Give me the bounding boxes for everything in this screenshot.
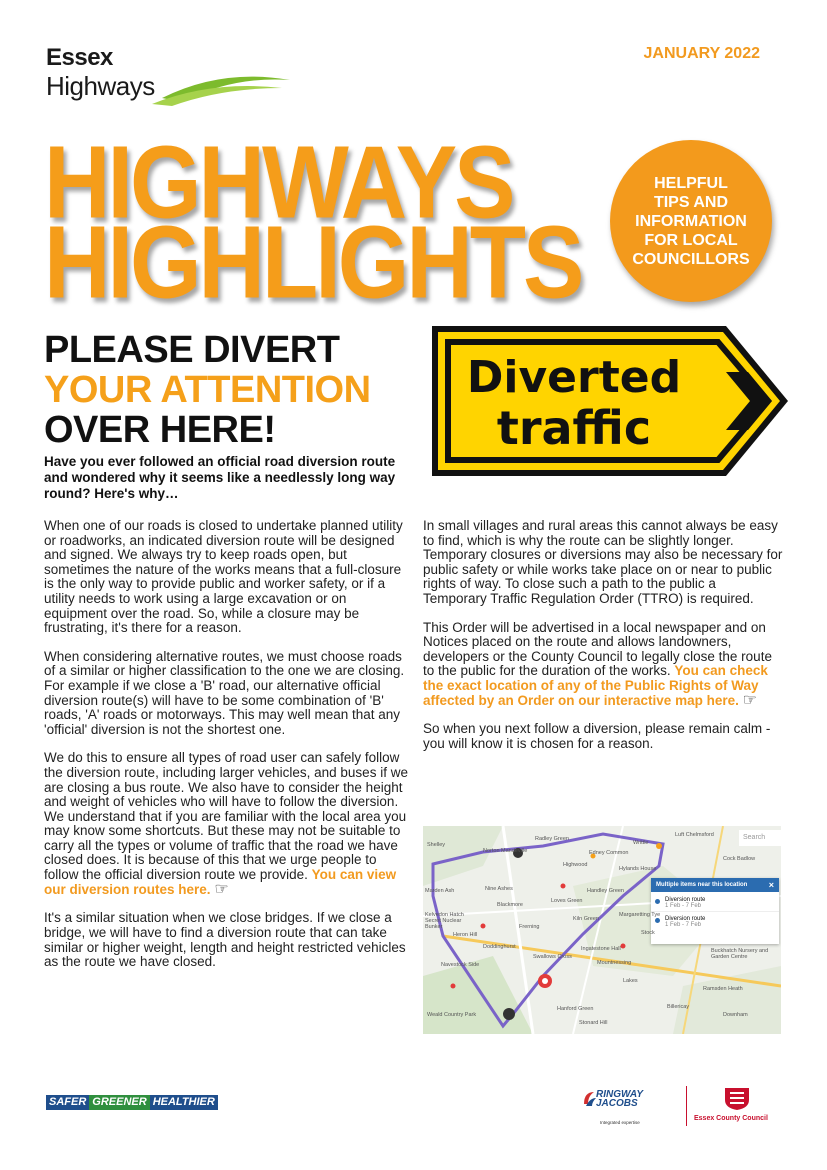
map-popup-item-title: Diversion route	[665, 916, 706, 922]
ringway-logo-text	[596, 1090, 643, 1108]
logo-swoosh-icon	[142, 58, 292, 108]
map-place-label: Nine Ashes	[485, 886, 513, 892]
map-search-box[interactable]: Search	[739, 830, 781, 846]
title-line2: HIGHLIGHTS	[44, 205, 582, 320]
col2-paragraph-2	[423, 621, 783, 709]
map-place-label: Frerning	[519, 924, 540, 930]
map-popup-item-dates: 1 Feb - 7 Feb	[665, 922, 702, 928]
partner-logos	[582, 1086, 782, 1130]
col2-paragraph-3: So when you next follow a diversion, please remain calm - you will know it is chosen for a reason.	[423, 721, 771, 751]
col1-paragraph-3	[44, 751, 409, 897]
map-popup-item-dates: 1 Feb - 7 Feb	[665, 903, 702, 909]
map-place-label: Writtle	[633, 840, 649, 846]
article-headline	[44, 330, 371, 450]
map-place-label: Billericay	[667, 1004, 690, 1010]
map-place-label: Ramsden Heath	[703, 986, 743, 992]
newsletter-title	[44, 125, 582, 320]
sign-line1: Diverted	[466, 352, 682, 403]
map-place-label: Navestock Side	[441, 962, 480, 968]
ringway-line1: RINGWAY	[596, 1089, 644, 1100]
strap-healthier: HEALTHIER	[150, 1095, 218, 1110]
col1-paragraph-1: When one of our roads is closed to undertake planned utility or roadworks, an indicated diversion route will be designed and signed. We always try to keep roads open, but sometimes the nature of the works means that a full-closure is the only way to provide public and worker safety, or if a utility needs to work using a large excavation or on equipment over the road. So, while a closure may be frustrating, it's there for a reason.	[44, 518, 403, 636]
article-column-1	[44, 519, 409, 984]
map-place-label: Margaretting Tye	[619, 912, 661, 918]
map-place-label: Mountnessing	[597, 960, 632, 966]
col2-paragraph-2-text: This Order will be advertised in a local newspaper and on Notices placed on the route and allows landowners, developers or the County Council to legally close the route to the public for the duration of the works.	[423, 619, 772, 679]
headline-line3: OVER HERE!	[44, 409, 276, 451]
logo-line2: Highways	[46, 71, 155, 101]
headline-line1: PLEASE DIVERT	[44, 329, 340, 371]
sign-line2: traffic	[496, 401, 652, 455]
essex-county-council-crest-icon	[722, 1086, 752, 1110]
map-place-label: Cock Badlow	[723, 856, 756, 862]
badge-text: HELPFUL TIPS AND INFORMATION FOR LOCAL COUNCILLORS	[632, 174, 750, 268]
strap-greener: GREENER	[89, 1095, 149, 1110]
map-place-label: Stonard Hill	[579, 1020, 608, 1026]
essex-highways-logo	[46, 46, 246, 106]
map-place-label: Loves Green	[551, 898, 583, 904]
col1-paragraph-3-text: We do this to ensure all types of road user can safely follow the diversion route, including larger vehicles, and buses if we are closing a bus route. We also have to consider the height and weight of vehicles who will have to follow the diversion. We understand that if you are familiar with the local area you may know some shortcuts. But these may not be suitable to carry all the types or volume of traffic that the road we have closed does. It is because of this that we urge people to follow the official diversion route we provide.	[44, 750, 408, 883]
col2-paragraph-1: In small villages and rural areas this cannot always be easy to find, which is why the route can be slightly longer. Temporary closures or diversions may also be necessary for public safety or while works take place on or near to public rights of way. To close such a path to the public a Temporary Traffic Regulation Order (TTRO) is required.	[423, 518, 783, 606]
map-place-label: Hanford Green	[557, 1006, 594, 1012]
essex-county-council-text: Essex County Council	[694, 1115, 768, 1122]
article-intro: Have you ever followed an official road diversion route and wondered why it seems like a needlessly long way round? Here's why…	[44, 454, 396, 501]
ringway-jacobs-swirl-icon	[582, 1090, 596, 1108]
map-place-label: Handley Green	[587, 888, 624, 894]
map-place-label: Norton Mandeville	[483, 848, 528, 854]
map-place-label: Downham	[723, 1012, 748, 1018]
pointing-hand-icon[interactable]: ☞	[214, 880, 229, 898]
map-place-label: Shelley	[427, 842, 446, 848]
col1-paragraph-4: It's a similar situation when we close bridges. If we close a bridge, we will have to find a diversion route that can take similar or higher weight, length and height restricted vehicles as the route we have closed.	[44, 910, 406, 970]
map-place-label: Heron Hill	[453, 932, 478, 938]
map-place-label: Weald Country Park	[427, 1012, 477, 1018]
map-place-label: Doddinghurst	[483, 944, 516, 950]
map-place-label: Stock	[641, 930, 655, 936]
headline-line2: YOUR ATTENTION	[44, 369, 371, 411]
map-place-label: Hylands House	[619, 866, 657, 872]
map-popup-item-title: Diversion route	[665, 897, 706, 903]
partner-divider	[686, 1086, 687, 1126]
map-place-label: Lakes	[623, 978, 638, 984]
diversion-map-screenshot[interactable]	[423, 826, 781, 1034]
map-place-label: Buckhatch Nursery and Garden Centre	[711, 948, 769, 960]
map-place-label: Swallows Cross	[533, 954, 572, 960]
map-place-label: Highwood	[563, 862, 588, 868]
title-line1: HIGHWAYS	[44, 125, 513, 240]
map-place-labels	[423, 826, 781, 1034]
strap-safer: SAFER	[46, 1095, 89, 1110]
issue-date: JANUARY 2022	[643, 45, 760, 62]
pointing-hand-icon[interactable]: ☞	[742, 691, 757, 709]
map-place-label: Radley Green	[535, 836, 569, 842]
map-place-label: Marden Ash	[425, 888, 455, 894]
map-place-label: Kelvedon Hatch Secret Nuclear Bunker	[425, 912, 464, 930]
safer-greener-healthier-strap	[46, 1095, 241, 1110]
diversion-routes-link[interactable]: You can view our diversion routes here.	[44, 867, 397, 897]
ringway-tagline: Integrated expertise	[600, 1120, 640, 1125]
interactive-map-link[interactable]: You can check the exact location of any of the Public Rights of Way affected by an Order on our interactive map here.	[423, 663, 768, 708]
map-place-label: Edney Common	[589, 850, 629, 856]
map-place-label: Kiln Green	[573, 916, 599, 922]
col1-paragraph-2: When considering alternative routes, we must choose roads of a similar or higher classification to the one we are closing. For example if we close a 'B' road, our alternative official diversion route(s) will have to be some combination of 'B' roads, 'A' roads or motorways. This may well mean that any 'official' diversion is not the shortest one.	[44, 648, 405, 737]
diverted-traffic-sign	[426, 320, 792, 482]
ringway-line2: JACOBS	[596, 1098, 638, 1109]
map-place-label: Luft Chelmsford	[675, 832, 714, 838]
tips-badge	[610, 140, 772, 302]
map-place-label: Ingatestone Hall	[581, 946, 621, 952]
article-column-2	[423, 519, 783, 765]
map-place-label: Blackmore	[497, 902, 523, 908]
map-popup-title: Multiple items near this location	[656, 882, 748, 888]
map-popup-close-icon[interactable]: ×	[768, 880, 774, 890]
logo-line1: Essex	[46, 44, 113, 71]
